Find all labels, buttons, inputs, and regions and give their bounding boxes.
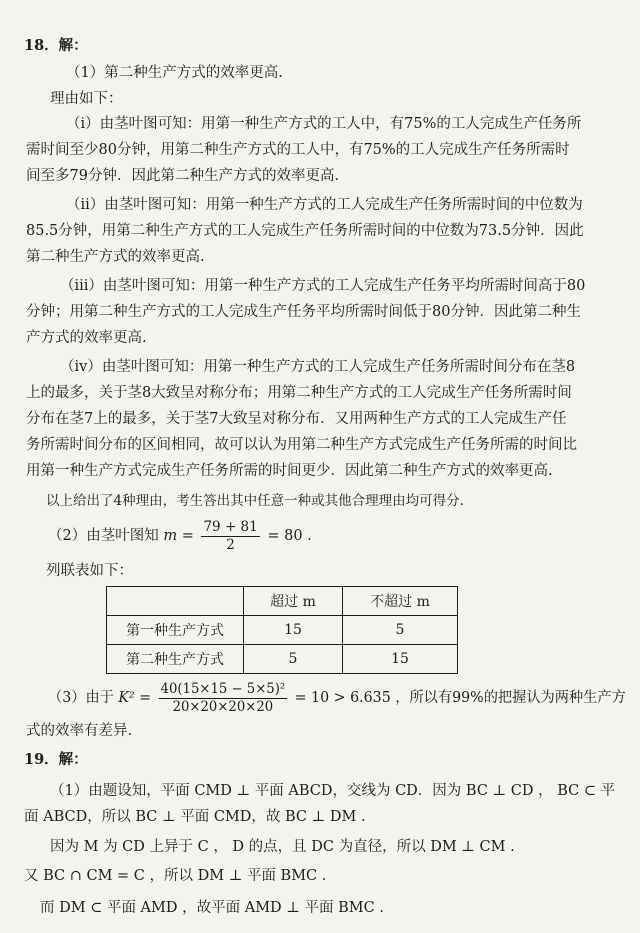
table-cell: 第二种生产方式 [107,645,244,674]
part3-fraction [159,681,288,716]
q18-part3 [48,678,626,718]
q19-line: 因为 M 为 CD 上异于 C ， D 的点，且 DC 为直径，所以 DM ⊥ CM . [50,839,515,855]
table-heading: 列联表如下： [46,563,133,579]
reason-ii-line: 第二种生产方式的效率更高. [26,249,205,265]
reason-i-line: 间至多79分钟．因此第二种生产方式的效率更高. [26,168,340,184]
reason-iv-line: 务所需时间分布的区间相同，故可以认为用第二种生产方式完成生产任务所需的时间比 [26,437,577,453]
q18-part2 [48,516,312,556]
q18-part1-claim: （1）第二种生产方式的效率更高. [66,65,283,81]
reason-iii-line: 分钟；用第二种生产方式的工人完成生产任务平均所需时间低于80分钟．因此第二种生 [26,304,581,320]
table-cell: 15 [244,616,343,645]
table-cell: 第一种生产方式 [107,616,244,645]
reason-iii-line: 产方式的效率更高. [26,330,147,346]
reason-iii-line: （ⅲ）由茎叶图可知：用第一种生产方式的工人完成生产任务平均所需时间高于80 [60,278,586,294]
reason-iv-line: （ⅳ）由茎叶图可知：用第一种生产方式的工人完成生产任务所需时间分布在茎8 [60,359,576,375]
table-header-cell: 不超过 m [343,587,458,616]
table-header-cell [107,587,244,616]
reason-ii-line: 85.5分钟，用第二种生产方式的工人完成生产任务所需时间的中位数为73.5分钟．因此 [26,223,584,239]
table-cell: 5 [244,645,343,674]
reason-i-line: 需时间至少80分钟，用第二种生产方式的工人中，有75%的工人完成生产任务所需时 [26,142,570,158]
fraction-numerator: 79 + 81 [203,518,258,535]
part3-k2: K² = [118,690,152,706]
part3-continuation: 式的效率有差异. [26,723,133,739]
part3-prefix: （3）由于 [48,690,114,706]
q19-line: （1）由题设知，平面 CMD ⊥ 平面 ABCD，交线为 CD．因为 BC ⊥ CD ， BC ⊂ 平 [50,783,616,799]
q19-line: 面 ABCD，所以 BC ⊥ 平面 CMD，故 BC ⊥ DM . [24,809,366,825]
table-row [107,645,458,674]
reason-iv-line: 分布在茎7上的最多，关于茎7大致呈对称分布．又用两种生产方式的工人完成生产任 [26,411,567,427]
table-cell: 15 [343,645,458,674]
part2-fraction [201,519,259,554]
q19-line: 而 DM ⊂ 平面 AMD ，故平面 AMD ⊥ 平面 BMC . [40,900,384,916]
reason-i-line: （ⅰ）由茎叶图可知：用第一种生产方式的工人中，有75%的工人完成生产任务所 [66,116,582,132]
reason-iv-line: 上的最多，关于茎8大致呈对称分布；用第二种生产方式的工人完成生产任务所需时间 [26,385,572,401]
table-cell: 5 [343,616,458,645]
part2-eq: = [181,528,194,544]
table-header-cell: 超过 m [244,587,343,616]
q18-reason-heading: 理由如下： [50,91,123,107]
q19-line: 又 BC ∩ CM = C ，所以 DM ⊥ 平面 BMC . [24,868,327,884]
reason-ii-line: （ⅱ）由茎叶图可知：用第一种生产方式的工人完成生产任务所需时间的中位数为 [66,197,583,213]
fraction-denominator: 20×20×20×20 [172,698,274,715]
part3-result: = 10 > 6.635 ，所以有99%的把握认为两种生产方 [294,690,626,706]
q18-number: 18．解： [24,37,88,54]
part2-var: m [163,528,178,544]
q19-number: 19．解： [24,751,88,768]
reason-iv-line: 用第一种生产方式完成生产任务所需的时间更少．因此第二种生产方式的效率更高. [26,463,553,479]
table-row [107,616,458,645]
contingency-table [106,586,458,674]
part2-prefix: （2）由茎叶图知 [48,528,159,544]
grading-note: 以上给出了4种理由，考生答出其中任意一种或其他合理理由均可得分. [46,493,464,509]
table-row [107,587,458,616]
fraction-denominator: 2 [226,536,235,553]
part2-result: = 80 . [267,528,312,544]
fraction-numerator: 40(15×15 − 5×5)² [160,680,286,697]
